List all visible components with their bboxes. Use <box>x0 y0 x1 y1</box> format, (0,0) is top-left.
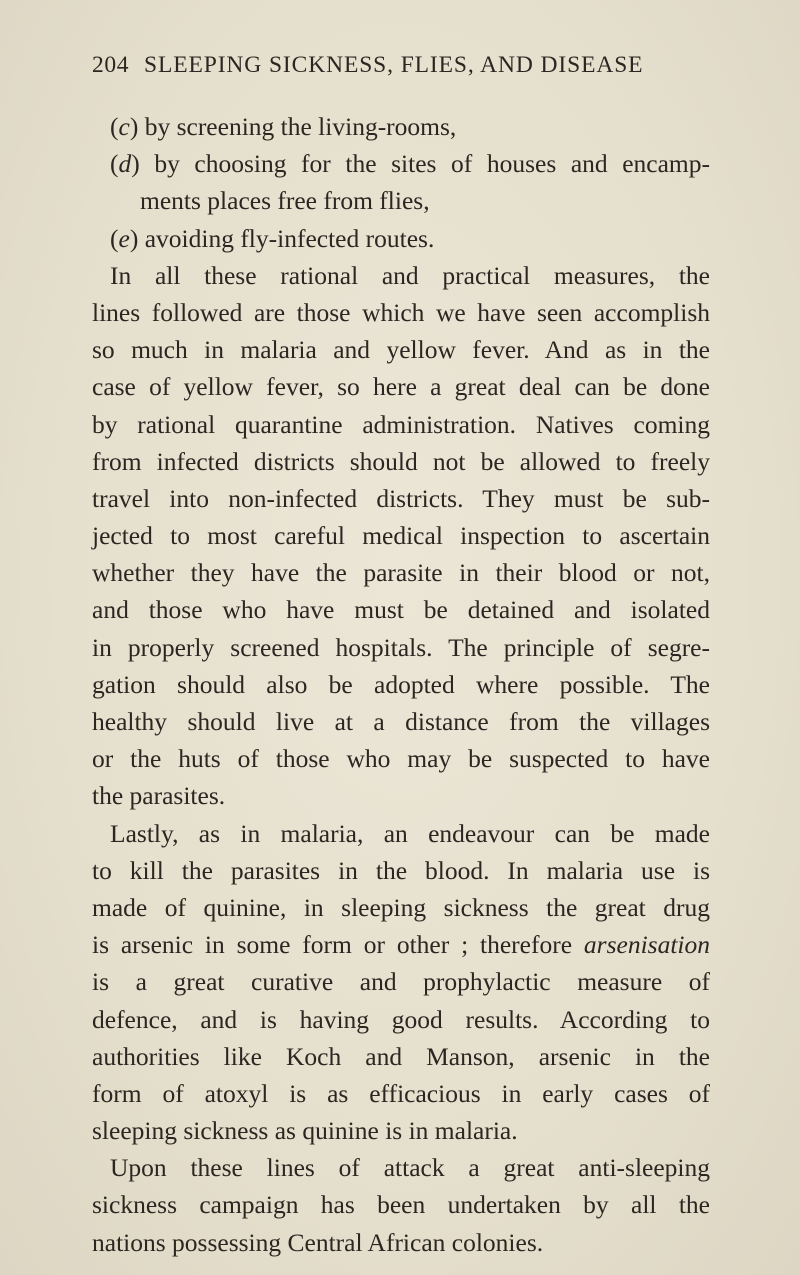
paragraph-1-line: or the huts of those who may be suspected to have <box>92 744 710 774</box>
paragraph-1-line: so much in malaria and yellow fever. And as in the <box>92 335 710 365</box>
running-header <box>92 52 710 88</box>
paragraph-1-line: and those who have must be detained and isolated <box>92 595 710 625</box>
running-title: SLEEPING SICKNESS, FLIES, AND DISEASE <box>144 52 644 78</box>
paragraph-2-line: defence, and is having good results. According to <box>92 1004 710 1034</box>
paragraph-1-line: from infected districts should not be allowed to freely <box>92 446 710 476</box>
paragraph-1-line: gation should also be adopted where possible. The <box>92 669 710 699</box>
list-item-d-continuation: ments places free from flies, <box>140 186 430 216</box>
paragraph-1-line: whether they have the parasite in their blood or not, <box>92 558 710 588</box>
paragraph-1-line: by rational quarantine administration. Natives coming <box>92 409 710 439</box>
paragraph-1-line: the parasites. <box>92 781 226 811</box>
emphasis-arsenisation: arsenisation <box>583 930 710 960</box>
paragraph-1-line: lines followed are those which we have seen accomplish <box>92 297 710 327</box>
paragraph-1-line: in properly screened hospitals. The principle of segre- <box>92 632 710 662</box>
paragraph-1-line: case of yellow fever, so here a great deal can be done <box>92 372 710 402</box>
paragraph-3-line: Upon these lines of attack a great anti-sleeping <box>110 1153 710 1183</box>
list-label-d: d <box>118 149 132 179</box>
paragraph-2-line: made of quinine, in sleeping sickness the great drug <box>92 892 710 922</box>
paragraph-1-line: In all these rational and practical measures, the <box>110 260 710 290</box>
paragraph-3-line: sickness campaign has been undertaken by all the <box>92 1190 710 1220</box>
paragraph-1-line: jected to most careful medical inspection to ascertain <box>92 521 710 551</box>
list-label-e: e <box>118 223 130 253</box>
list-item-c: (c) by screening the living-rooms, <box>110 112 457 141</box>
paragraph-3-line: nations possessing Central African colonies. <box>92 1227 544 1257</box>
paragraph-2-line: sleeping sickness as quinine is in malaria. <box>92 1116 518 1146</box>
paragraph-2-line: is a great curative and prophylactic measure of <box>92 967 710 997</box>
list-item-e: (e) avoiding fly-infected routes. <box>110 223 435 253</box>
page-number: 204 <box>92 52 130 78</box>
paragraph-1-line: travel into non-infected districts. They must be sub- <box>92 483 710 513</box>
paragraph-2-line: authorities like Koch and Manson, arsenic in the <box>92 1041 710 1071</box>
paragraph-2-line: form of atoxyl is as efficacious in early cases of <box>92 1078 710 1108</box>
list-label-c: c <box>118 112 130 141</box>
paragraph-2-line: to kill the parasites in the blood. In malaria use is <box>92 855 710 885</box>
paragraph-2-line: Lastly, as in malaria, an endeavour can be made <box>110 818 710 848</box>
paragraph-1-line: healthy should live at a distance from the villages <box>92 707 710 736</box>
list-item-d: (d) by choosing for the sites of houses and encamp- <box>110 149 710 179</box>
body-text <box>92 108 710 1261</box>
paragraph-2-line-emphasis: is arsenic in some form or other ; therefore arsenisation <box>92 930 710 960</box>
